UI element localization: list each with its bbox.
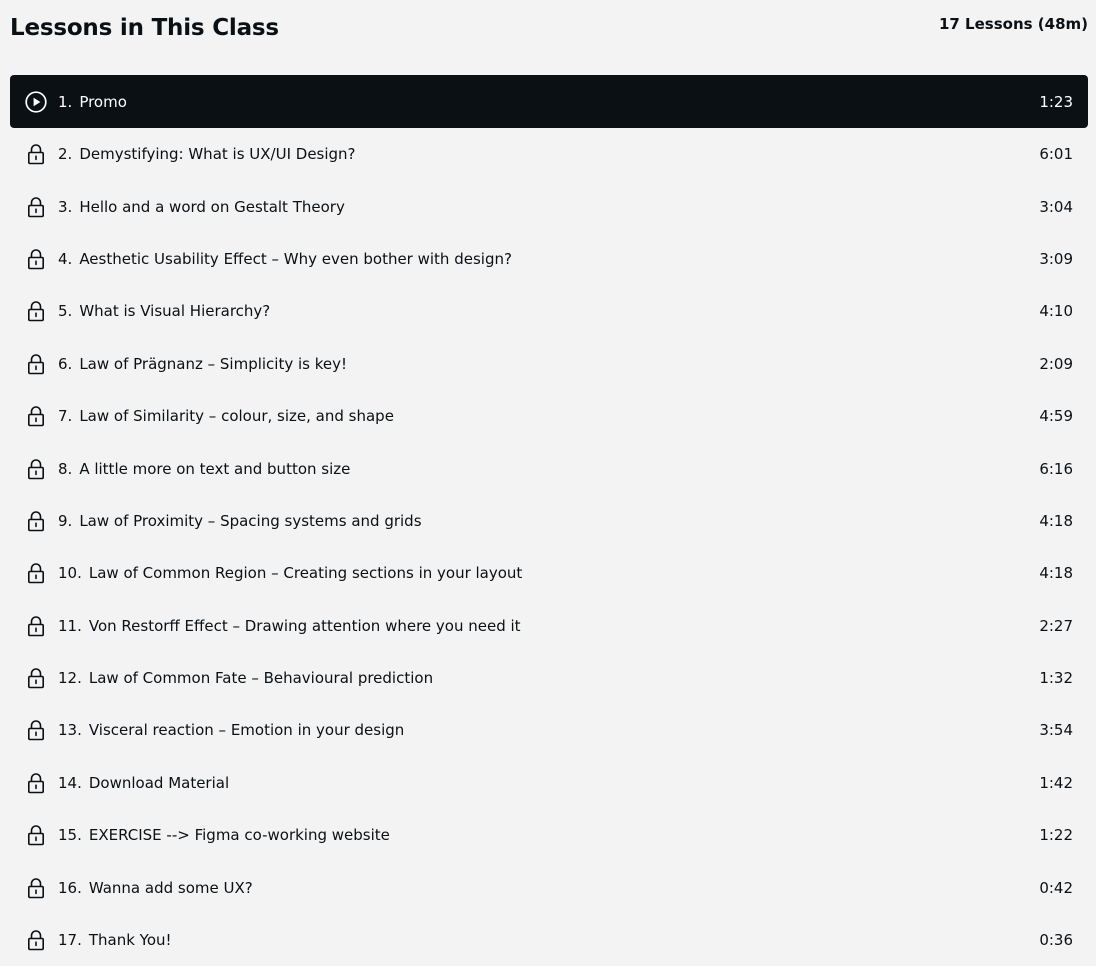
lesson-number: 2. xyxy=(58,145,73,164)
lesson-duration: 0:36 xyxy=(1039,931,1073,950)
lesson-item[interactable] xyxy=(10,757,1088,809)
lesson-item[interactable] xyxy=(10,390,1088,442)
lock-icon xyxy=(25,142,47,166)
lesson-number: 6. xyxy=(58,354,73,373)
lesson-duration: 3:04 xyxy=(1039,197,1073,216)
lesson-number: 8. xyxy=(58,459,73,478)
lock-icon xyxy=(25,509,47,533)
lesson-item[interactable] xyxy=(10,861,1088,913)
lesson-number: 13. xyxy=(58,721,82,740)
lesson-duration: 1:32 xyxy=(1039,669,1073,688)
lesson-title: Download Material xyxy=(88,773,230,792)
lesson-item[interactable] xyxy=(10,285,1088,337)
lessons-summary: 17 Lessons (48m) xyxy=(938,15,1088,33)
lesson-number: 11. xyxy=(58,616,82,635)
lock-icon xyxy=(25,195,47,219)
lesson-number: 16. xyxy=(58,878,82,897)
lesson-label xyxy=(58,92,127,112)
lesson-number: 7. xyxy=(58,407,73,426)
lesson-title: Hello and a word on Gestalt Theory xyxy=(79,197,345,216)
lesson-duration: 4:18 xyxy=(1039,564,1073,583)
lesson-number: 5. xyxy=(58,302,73,321)
lesson-label xyxy=(58,406,394,426)
lesson-label xyxy=(58,197,345,217)
lock-icon xyxy=(25,666,47,690)
lock-icon xyxy=(25,718,47,742)
lesson-title: Law of Similarity – colour, size, and shape xyxy=(79,407,394,426)
lesson-number: 14. xyxy=(58,773,82,792)
lesson-label xyxy=(58,563,522,583)
lesson-label xyxy=(58,301,270,321)
lesson-item[interactable] xyxy=(10,600,1088,652)
lesson-title: Law of Common Fate – Behavioural prediction xyxy=(88,669,434,688)
lesson-duration: 1:23 xyxy=(1039,92,1073,111)
lesson-duration: 6:01 xyxy=(1039,145,1073,164)
lesson-item[interactable] xyxy=(10,652,1088,704)
lock-icon xyxy=(25,352,47,376)
lock-icon xyxy=(25,457,47,481)
lesson-title: Law of Proximity – Spacing systems and grids xyxy=(79,511,422,530)
lesson-item[interactable] xyxy=(10,442,1088,494)
lesson-title: Aesthetic Usability Effect – Why even bother with design? xyxy=(79,249,512,268)
lock-icon xyxy=(25,299,47,323)
lesson-label xyxy=(58,459,350,479)
lesson-number: 12. xyxy=(58,669,82,688)
lesson-item[interactable] xyxy=(10,547,1088,599)
lesson-title: Law of Prägnanz – Simplicity is key! xyxy=(79,354,348,373)
lesson-number: 9. xyxy=(58,511,73,530)
lock-icon xyxy=(25,404,47,428)
lesson-item[interactable] xyxy=(10,233,1088,285)
lesson-label xyxy=(58,511,422,531)
lesson-label xyxy=(58,616,521,636)
lessons-header xyxy=(10,0,1088,60)
lesson-item[interactable] xyxy=(10,338,1088,390)
lesson-item[interactable] xyxy=(10,128,1088,180)
lock-icon xyxy=(25,561,47,585)
lesson-list xyxy=(10,75,1088,966)
lesson-duration: 2:27 xyxy=(1039,616,1073,635)
lesson-title: Visceral reaction – Emotion in your design xyxy=(88,721,405,740)
lesson-item[interactable] xyxy=(10,495,1088,547)
lesson-title: Law of Common Region – Creating sections in your layout xyxy=(88,564,523,583)
lesson-duration: 4:18 xyxy=(1039,511,1073,530)
lesson-item[interactable] xyxy=(10,809,1088,861)
lesson-item[interactable] xyxy=(10,180,1088,232)
lesson-title: A little more on text and button size xyxy=(79,459,351,478)
lesson-number: 3. xyxy=(58,197,73,216)
lesson-number: 17. xyxy=(58,931,82,950)
lesson-label xyxy=(58,720,404,740)
lock-icon xyxy=(25,614,47,638)
lesson-title: Wanna add some UX? xyxy=(88,878,253,897)
lesson-duration: 6:16 xyxy=(1039,459,1073,478)
lesson-duration: 3:54 xyxy=(1039,721,1073,740)
lesson-item-active[interactable] xyxy=(10,75,1088,128)
lesson-duration: 0:42 xyxy=(1039,878,1073,897)
lesson-title: Von Restorff Effect – Drawing attention where you need it xyxy=(88,616,521,635)
lesson-title: Promo xyxy=(79,92,127,111)
lock-icon xyxy=(25,771,47,795)
lock-icon xyxy=(25,928,47,952)
lesson-label xyxy=(58,930,172,950)
lesson-duration: 2:09 xyxy=(1039,354,1073,373)
lock-icon xyxy=(25,823,47,847)
lesson-label xyxy=(58,144,356,164)
lesson-label xyxy=(58,354,347,374)
play-icon xyxy=(25,90,47,114)
lesson-label xyxy=(58,825,390,845)
lesson-item[interactable] xyxy=(10,704,1088,756)
lesson-number: 10. xyxy=(58,564,82,583)
lesson-label xyxy=(58,249,512,269)
lesson-label xyxy=(58,773,229,793)
lock-icon xyxy=(25,247,47,271)
lesson-duration: 1:42 xyxy=(1039,773,1073,792)
page-title: Lessons in This Class xyxy=(10,15,279,41)
lesson-item[interactable] xyxy=(10,914,1088,966)
lesson-duration: 3:09 xyxy=(1039,249,1073,268)
lesson-title: EXERCISE --> Figma co-working website xyxy=(88,826,390,845)
lock-icon xyxy=(25,876,47,900)
lesson-duration: 4:59 xyxy=(1039,407,1073,426)
lesson-duration: 4:10 xyxy=(1039,302,1073,321)
lesson-title: Thank You! xyxy=(88,931,172,950)
lesson-label xyxy=(58,668,433,688)
lesson-title: Demystifying: What is UX/UI Design? xyxy=(79,145,356,164)
lesson-duration: 1:22 xyxy=(1039,826,1073,845)
lesson-number: 15. xyxy=(58,826,82,845)
lesson-title: What is Visual Hierarchy? xyxy=(79,302,271,321)
lesson-number: 4. xyxy=(58,249,73,268)
lesson-number: 1. xyxy=(58,92,73,111)
lesson-label xyxy=(58,878,253,898)
